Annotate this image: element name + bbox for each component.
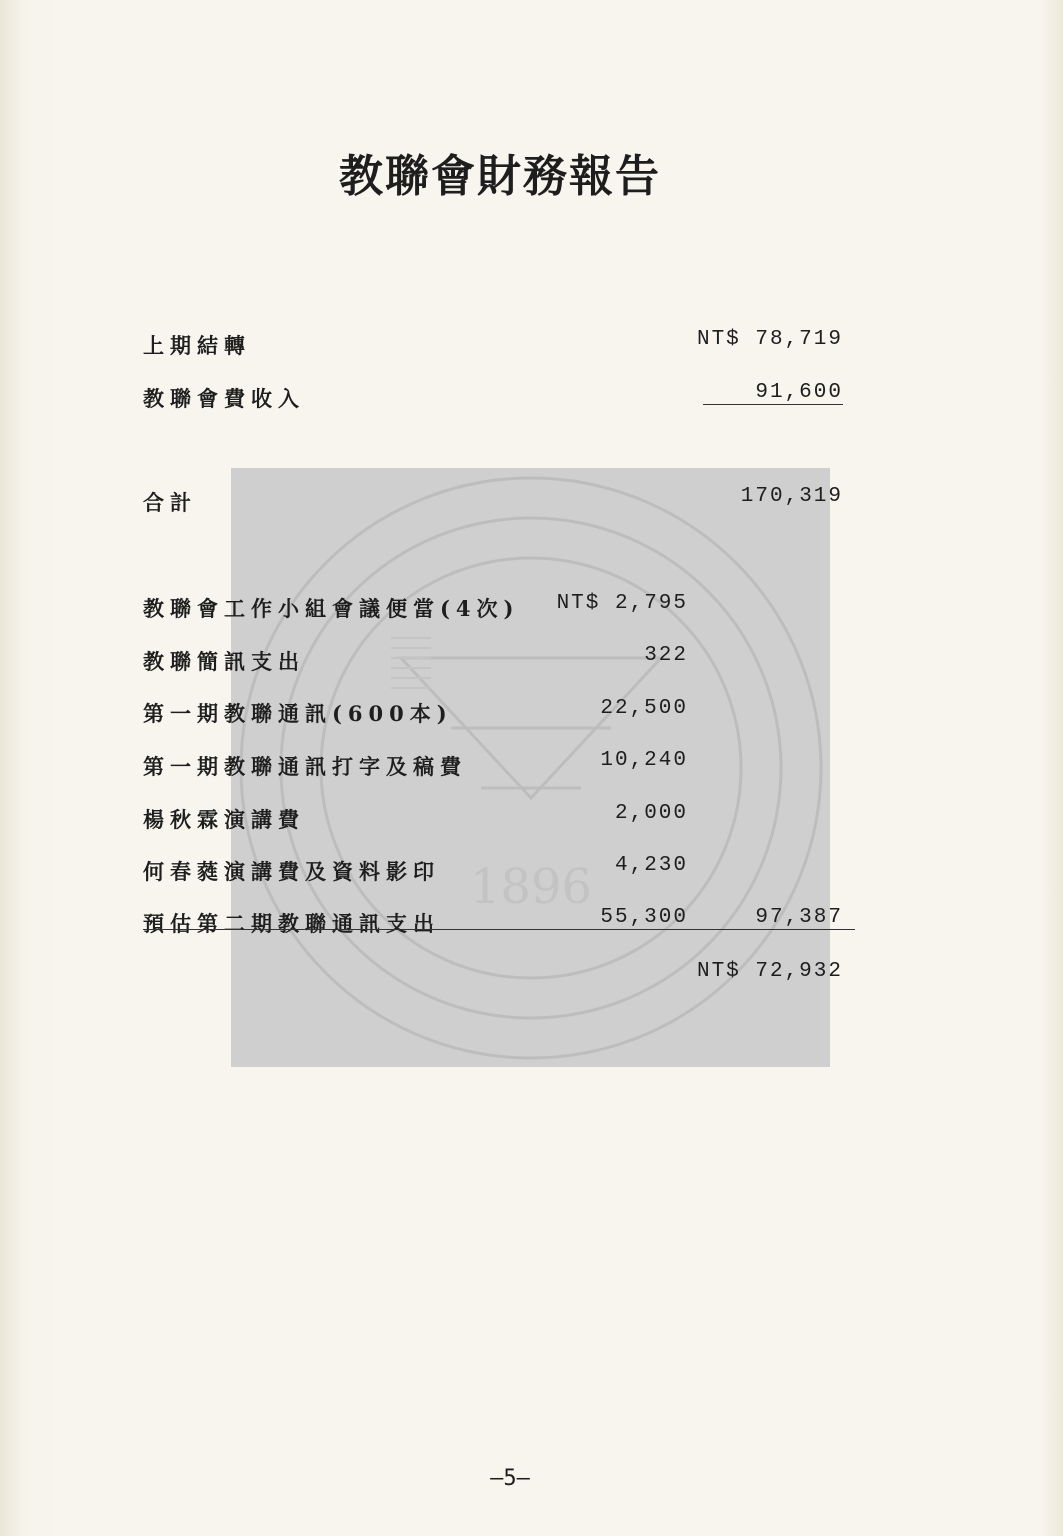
income-total-label: 合計: [143, 490, 197, 515]
expense-amount-5: 2,000: [614, 802, 688, 825]
expense-label-2: 教聯簡訊支出: [143, 649, 305, 674]
expense-label-6: 何春蕤演講費及資料影印: [143, 859, 440, 884]
income-label-carryover: 上期結轉: [143, 333, 251, 358]
expense-total-rule: [143, 929, 855, 930]
page-number: —5—: [490, 1466, 530, 1491]
expense-label-7: 預估第二期教聯通訊支出: [143, 911, 440, 936]
expense-label-4: 第一期教聯通訊打字及稿費: [143, 754, 467, 779]
income-amount-fees: 91,600: [755, 381, 843, 404]
expense-label-3: 第一期教聯通訊(600本): [143, 701, 453, 726]
balance-amount: NT$ 72,932: [696, 960, 843, 983]
income-subtotal-rule: [703, 404, 843, 405]
expense-amount-1: NT$ 2,795: [556, 592, 688, 615]
expense-label-5: 楊秋霖演講費: [143, 807, 305, 832]
watermark-year: 1896: [469, 859, 593, 915]
expense-label-1: 教聯會工作小組會議便當(4次): [143, 596, 520, 621]
income-amount-carryover: NT$ 78,719: [696, 328, 843, 351]
expense-amount-6: 4,230: [614, 854, 688, 877]
income-total-amount: 170,319: [740, 485, 843, 508]
expense-amount-2: 322: [644, 644, 688, 667]
expense-total-amount: 97,387: [755, 906, 843, 929]
income-label-fees: 教聯會費收入: [143, 386, 305, 411]
expense-amount-4: 10,240: [600, 749, 688, 772]
expense-amount-7: 55,300: [600, 906, 688, 929]
page-title: 教聯會財務報告: [339, 151, 661, 202]
expense-amount-3: 22,500: [600, 697, 688, 720]
